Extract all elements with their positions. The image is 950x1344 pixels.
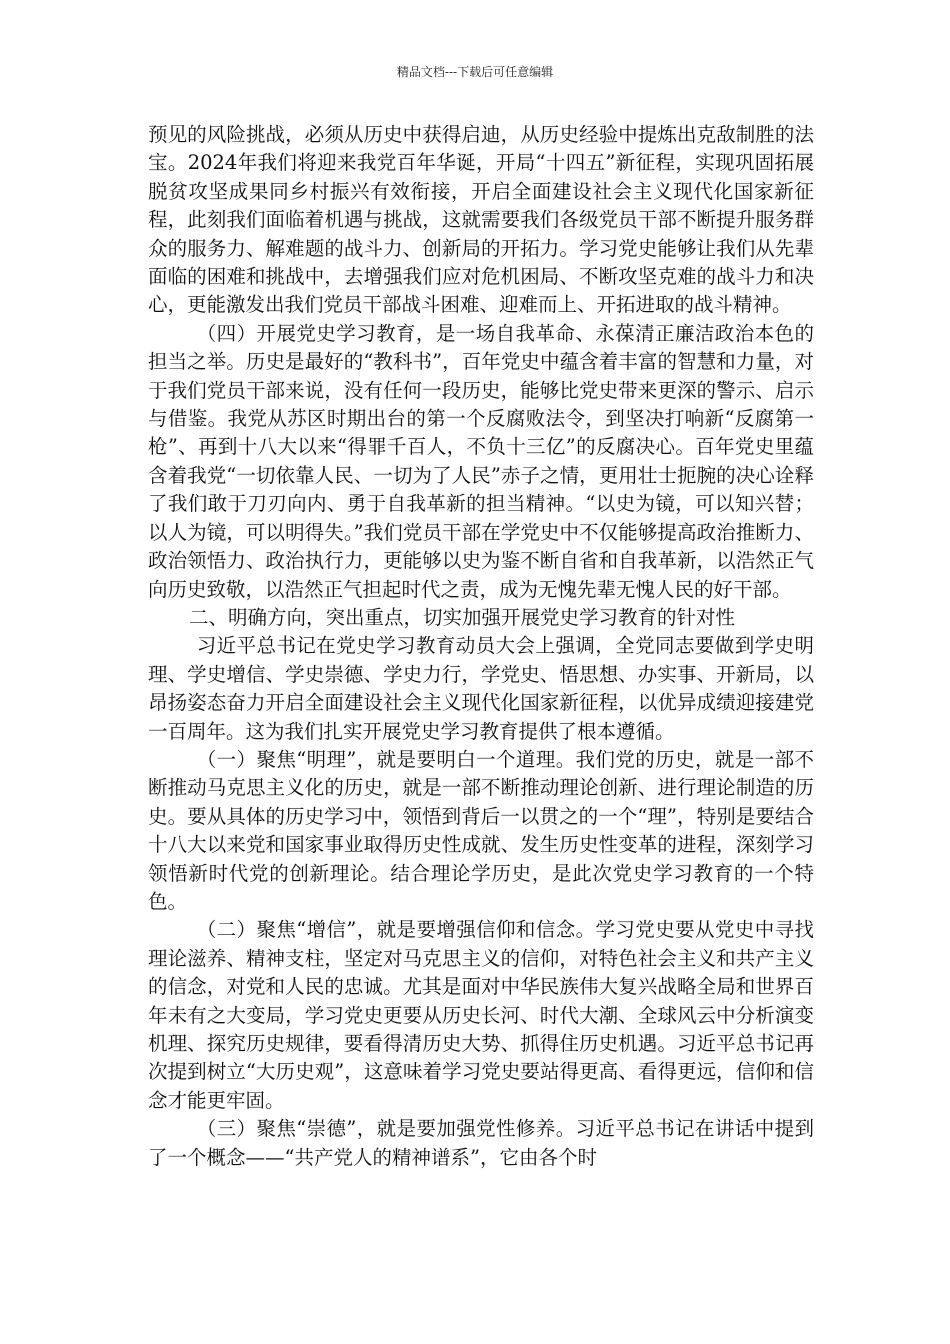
paragraph-point-one: （一）聚焦“明理”，就是要明白一个道理。我们党的历史，就是一部不断推动马克思主义化的历史，就是一部不断推动理论创新、进行理论制造的历史。要从具体的历史学习中，领悟到背后一以贯之的一个“理”，特别是要结合十八大以来党和国家事业取得历史性成就、发生历史性变革的进程，深刻学习领悟新时代党的创新理论。结合理论学历史，是此次党史学习教育的一个特色。 [148,747,814,913]
page-header: 精品文档---下载后可任意编辑 [396,65,554,79]
document-body [148,121,814,1172]
paragraph-section-four: （四）开展党史学习教育，是一场自我革命、永葆清正廉洁政治本色的担当之举。历史是最好的“教科书”，百年党史中蕴含着丰富的智慧和力量，对于我们党员干部来说，没有任何一段历史，能够比党史带来更深的警示、启示与借鉴。我党从苏区时期出台的第一个反腐败法令，到坚决打响新“反腐第一枪”、再到十八大以来“得罪千百人，不负十三亿”的反腐决心。百年党史里蕴含着我党“一切依靠人民、一切为了人民”赤子之情，更用壮士扼腕的决心诠释了我们敢于刀刃向内、勇于自我革新的担当精神。“以史为镜，可以知兴替；以人为镜，可以明得失。”我们党员干部在学党史中不仅能够提高政治推断力、政治领悟力、政治执行力，更能够以史为鉴不断自省和自我革新，以浩然正气向历史致敬，以浩然正气担起时代之责，成为无愧先辈无愧人民的好干部。 [148,321,814,601]
section-heading-two: 二、明确方向，突出重点，切实加强开展党史学习教育的针对性 [188,605,735,629]
paragraph-continuation: 预见的风险挑战，必须从历史中获得启迪，从历史经验中提炼出克敌制胜的法宝。2024年我们将迎来我党百年华诞，开局“十四五”新征程，实现巩固拓展脱贫攻坚成果同乡村振兴有效衔接，开启全面建设社会主义现代化国家新征程，此刻我们面临着机遇与挑战，这就需要我们各级党员干部不断提升服务群众的服务力、解难题的战斗力、创新局的开拓力。学习党史能够让我们从先辈面临的困难和挑战中，去增强我们应对危机困局、不断攻坚克难的战斗力和决心，更能激发出我们党员干部战斗困难、迎难而上、开拓进取的战斗精神。 [148,123,814,317]
paragraph-point-two: （二）聚焦“增信”，就是要增强信仰和信念。学习党史要从党史中寻找理论滋养、精神支柱，坚定对马克思主义的信仰，对特色社会主义和共产主义的信念，对党和人民的忠诚。尤其是面对中华民族伟大复兴战略全局和世界百年未有之大变局，学习党史更要从历史长河、时代大潮、全球风云中分析演变机理、探究历史规律，要看得清历史大势、抓得住历史机遇。习近平总书记再次提到树立“大历史观”，这意味着学习党史要站得更高、看得更远，信仰和信念才能更牢固。 [148,918,814,1112]
paragraph-point-three: （三）聚焦“崇德”，就是要加强党性修养。习近平总书记在讲话中提到了一个概念——“共产党人的精神谱系”，它由各个时 [148,1117,814,1169]
paragraph-intro: 习近平总书记在党史学习教育动员大会上强调，全党同志要做到学史明理、学史增信、学史崇德、学史力行，学党史、悟思想、办实事、开新局，以昂扬姿态奋力开启全面建设社会主义现代化国家新征程，以优异成绩迎接建党一百周年。这为我们扎实开展党史学习教育提供了根本遵循。 [148,634,814,743]
